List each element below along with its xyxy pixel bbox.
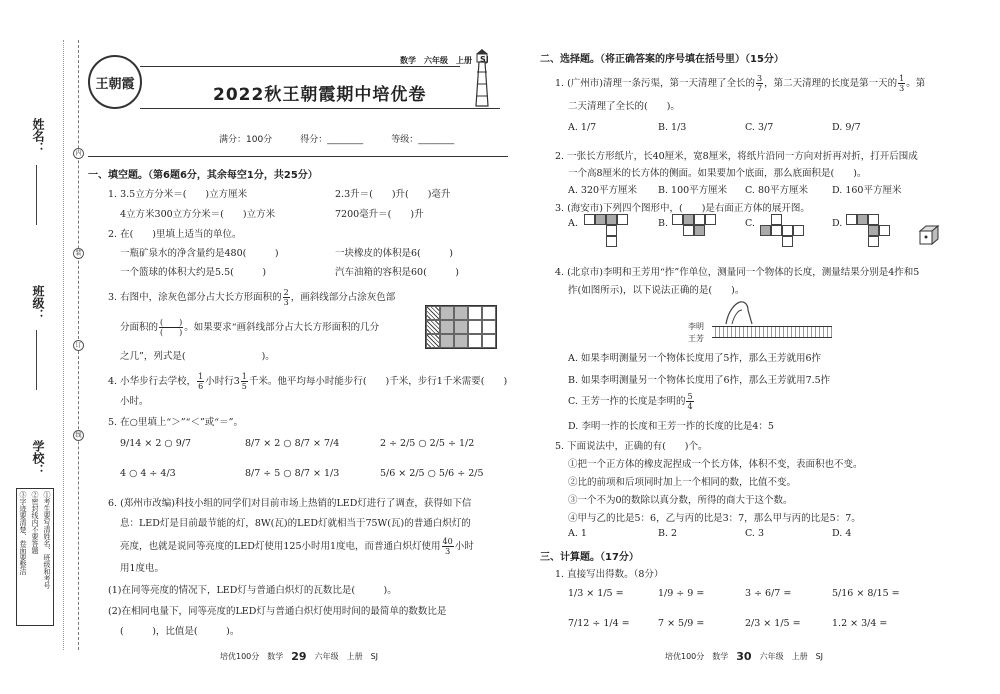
c4-option[interactable]: A. 如果李明测量另一个物体长度用了5拃，那么王芳就用6拃 [568, 353, 821, 364]
q6-part1: (1)在同等亮度的情况下，LED灯与普通白炽灯的瓦数比是( )。 [108, 585, 397, 596]
q5-item: 8/7 × 2 ○ 8/7 × 7/4 [245, 438, 340, 449]
section-3-title: 三、计算题。（17分） [540, 552, 639, 563]
q4-line2: 小时。 [120, 396, 149, 407]
c4-line1: 4. (北京市)李明和王芳用“拃”作单位，测量同一个物体的长度，测量结果分别是4拃和5 [555, 267, 920, 278]
brand-logo: 王朝霞 [88, 55, 142, 109]
q5-item: 9/14 × 2 ○ 9/7 [120, 438, 191, 449]
q6-line3: 亮度，也就是说同等亮度的LED灯使用125小时用1度电，而普通白炽灯使用 $\frac{40}{3}$ 小时 [120, 537, 474, 556]
c3-option[interactable]: A. [568, 218, 578, 229]
edition: SJ [480, 55, 489, 64]
page-title: 2022秋王朝霞期中培优卷 [213, 85, 427, 105]
c2-line2: 一个高8厘米的长方体的侧面。如果要加个底面，那么底面积是( )。 [568, 168, 867, 179]
c3-option[interactable]: C. [745, 218, 755, 229]
q5-item: 4 ○ 4 ÷ 4/3 [120, 468, 176, 479]
calc-item: 7 × 5/9 = [658, 618, 705, 629]
c2-line1: 2. 一张长方形纸片，长40厘米，宽8厘米，将纸片沿同一方向对折再对折，打开后围成 [555, 151, 918, 162]
cube-icon [918, 224, 940, 246]
calc-item: 2/3 × 1/5 = [745, 618, 801, 629]
q6-part2: (2)在相同电量下，同等亮度的LED灯与普通白炽灯使用时间的最简单的数数比是 [108, 606, 447, 617]
q2a: 一瓶矿泉水的净含量约是480( ) [120, 248, 279, 259]
calc-item: 1/3 × 1/5 = [568, 588, 624, 599]
c4-option[interactable]: C. 王芳一拃的长度是李明的 $\frac{5}{4}$ [568, 392, 693, 411]
q6-line4: 用1度电。 [120, 563, 165, 574]
subject: 数学 [400, 56, 416, 65]
note-3: ③字迹要清楚、卷面要整洁 [19, 491, 27, 575]
q5-item: 2 ÷ 2/5 ○ 2/5 ÷ 1/2 [380, 438, 475, 449]
rectangle-diagram [425, 305, 497, 349]
q1c: 4立方米300立方分米＝( )立方米 [120, 209, 276, 220]
q1b: 2.3升＝( )升( )毫升 [335, 189, 451, 200]
section-1-title: 一、填空题。（第6题6分，其余每空1分，共25分） [88, 170, 318, 181]
q3-line1: 3. 右图中，涂灰色部分占大长方形面积的 $\frac{2}{3}$ ，画斜线部分占涂灰色部 [108, 288, 396, 307]
c5-statement: ④甲与乙的比是5：6，乙与丙的比是3：7，那么甲与丙的比是5：7。 [568, 513, 861, 524]
q3-line2: 分面积的 $\frac{( )}{( )}$ 。如果要求“画斜线部分占大长方形面积的几分 [120, 318, 380, 337]
c3-line: 3. (海安市)下列四个图形中，( )是右面正方体的展开图。 [555, 203, 810, 214]
class-blank[interactable] [36, 330, 37, 390]
calc-item: 7/12 ÷ 1/4 = [568, 618, 630, 629]
q1d: 7200毫升＝( )升 [335, 209, 424, 220]
note-2: ②密封线内不要答题 [31, 491, 39, 554]
c5-option[interactable]: C. 3 [745, 528, 765, 539]
measured-object [712, 326, 832, 338]
q4-line1: 4. 小华步行去学校， $\frac{1}{6}$ 小时行3 $\frac{1}{5}$ 千米。他平均每小时能步行( )千米，步行1千米需要( ) [108, 372, 508, 391]
term: 上册 [456, 56, 472, 65]
c4-option[interactable]: D. 李明一拃的长度和王芳一拃的长度的比是4：5 [568, 421, 774, 432]
left-footer: 培优100分 数学 29 六年级 上册 SJ [220, 650, 379, 663]
calc-item: 1.2 × 3/4 = [832, 618, 888, 629]
calc-item: 5/16 × 8/15 = [832, 588, 900, 599]
c1-option[interactable]: C. 3/7 [745, 122, 774, 133]
c4-option[interactable]: B. 如果李明测量另一个物体长度用了6拃，那么王芳就用7.5拃 [568, 375, 831, 386]
calc-item: 1/9 ÷ 9 = [658, 588, 705, 599]
c2-option[interactable]: B. 100平方厘米 [658, 185, 728, 196]
c4-line2: 拃(如图所示)，以下说法正确的是( )。 [568, 285, 745, 296]
right-footer: 培优100分 数学 30 六年级 上册 SJ [665, 650, 824, 663]
fraction: $\frac{2}{3}$ [283, 288, 289, 307]
page-number: 29 [291, 650, 307, 663]
li-ming-label: 李明 [688, 322, 704, 331]
q3-line3: 之几”，列式是( )。 [120, 351, 275, 362]
c5-line: 5. 下面说法中，正确的有( )个。 [555, 441, 708, 452]
calc-item: 3 ÷ 6/7 = [745, 588, 792, 599]
q5-item: 8/7 ÷ 5 ○ 8/7 × 1/3 [245, 468, 340, 479]
note-1: ①考生要写清姓名、班级和考号 [43, 491, 51, 589]
c5-statement: ①把一个正方体的橡皮泥捏成一个长方体，体积不变，表面积也不变。 [568, 459, 863, 470]
q2b: 一块橡皮的体积是6( ) [335, 248, 453, 259]
hand-span-icon [722, 298, 758, 326]
fraction-blank: $\frac{( )}{( )}$ [160, 318, 183, 337]
q6-part2b: ( )，比值是( )。 [120, 626, 240, 637]
seal-marker: 内 [73, 148, 84, 159]
c3-option[interactable]: B. [658, 218, 669, 229]
q2: 2. 在( )里填上适当的单位。 [108, 229, 242, 240]
full-score: 满分：100分 [219, 135, 273, 145]
school-label: 学校： [31, 440, 45, 476]
score-label: 得分：________ [300, 135, 364, 145]
q1a: 1. 3.5立方分米＝( )立方厘米 [108, 189, 248, 200]
score-line [219, 132, 454, 145]
title-rule [140, 108, 500, 109]
c3-option[interactable]: D. [832, 218, 843, 229]
c5-statement: ③一个不为0的数除以真分数，所得的商大于这个数。 [568, 495, 793, 506]
q5: 5. 在○里填上“＞”“＜”或“＝”。 [108, 417, 244, 428]
q2c: 一个篮球的体积大约是5.5( ) [120, 267, 267, 278]
c2-option[interactable]: C. 80平方厘米 [745, 185, 809, 196]
q6-line2: 息：LED灯是目前最节能的灯，8W(瓦)的LED灯就相当于75W(瓦)的普通白炽灯的 [120, 518, 471, 529]
grade: 六年级 [424, 56, 448, 65]
section-2-title: 二、选择题。（将正确答案的序号填在括号里）（15分） [540, 54, 784, 65]
c1-line1: 1. (广州市)清理一条污渠，第一天清理了全长的 $\frac{3}{7}$ ，第二天清理的长度是第一天的 $\frac{1}{3}$ 。第 [555, 74, 926, 93]
seal-marker: 线 [73, 430, 84, 441]
c2-option[interactable]: D. 160平方厘米 [832, 185, 902, 196]
q5-item: 5/6 × 2/5 ○ 5/6 ÷ 2/5 [380, 468, 484, 479]
exam-notes [16, 488, 54, 626]
fold-line [63, 40, 64, 650]
c1-line2: 二天清理了全长的( )。 [568, 101, 680, 112]
c1-option[interactable]: A. 1/7 [568, 122, 597, 133]
c5-option[interactable]: D. 4 [832, 528, 852, 539]
c2-option[interactable]: A. 320平方厘米 [568, 185, 638, 196]
c1-option[interactable]: B. 1/3 [658, 122, 687, 133]
header-rule [140, 66, 460, 67]
q2d: 汽车油箱的容积是60( ) [335, 267, 460, 278]
name-blank[interactable] [36, 165, 37, 225]
class-label: 班级： [31, 285, 45, 321]
name-label: 姓名： [31, 118, 45, 154]
d1-line: 1. 直接写出得数。（8分） [555, 569, 664, 580]
lighthouse-icon [462, 48, 502, 110]
q6-line1: 6. (郑州市改编)科技小组的同学们对目前市场上热销的LED灯进行了调查，获得如下信 [108, 498, 472, 509]
page-number: 30 [736, 650, 752, 663]
wang-fang-label: 王芳 [688, 334, 704, 343]
section-rule [88, 156, 508, 157]
c5-option[interactable]: A. 1 [568, 528, 587, 539]
seal-marker: 装 [73, 248, 84, 259]
seal-marker: 订 [73, 340, 84, 351]
c5-statement: ②比的前项和后项同时加上一个相同的数，比值不变。 [568, 477, 797, 488]
c5-option[interactable]: B. 2 [658, 528, 678, 539]
level-label: 等级：________ [391, 135, 455, 145]
c1-option[interactable]: D. 9/7 [832, 122, 861, 133]
